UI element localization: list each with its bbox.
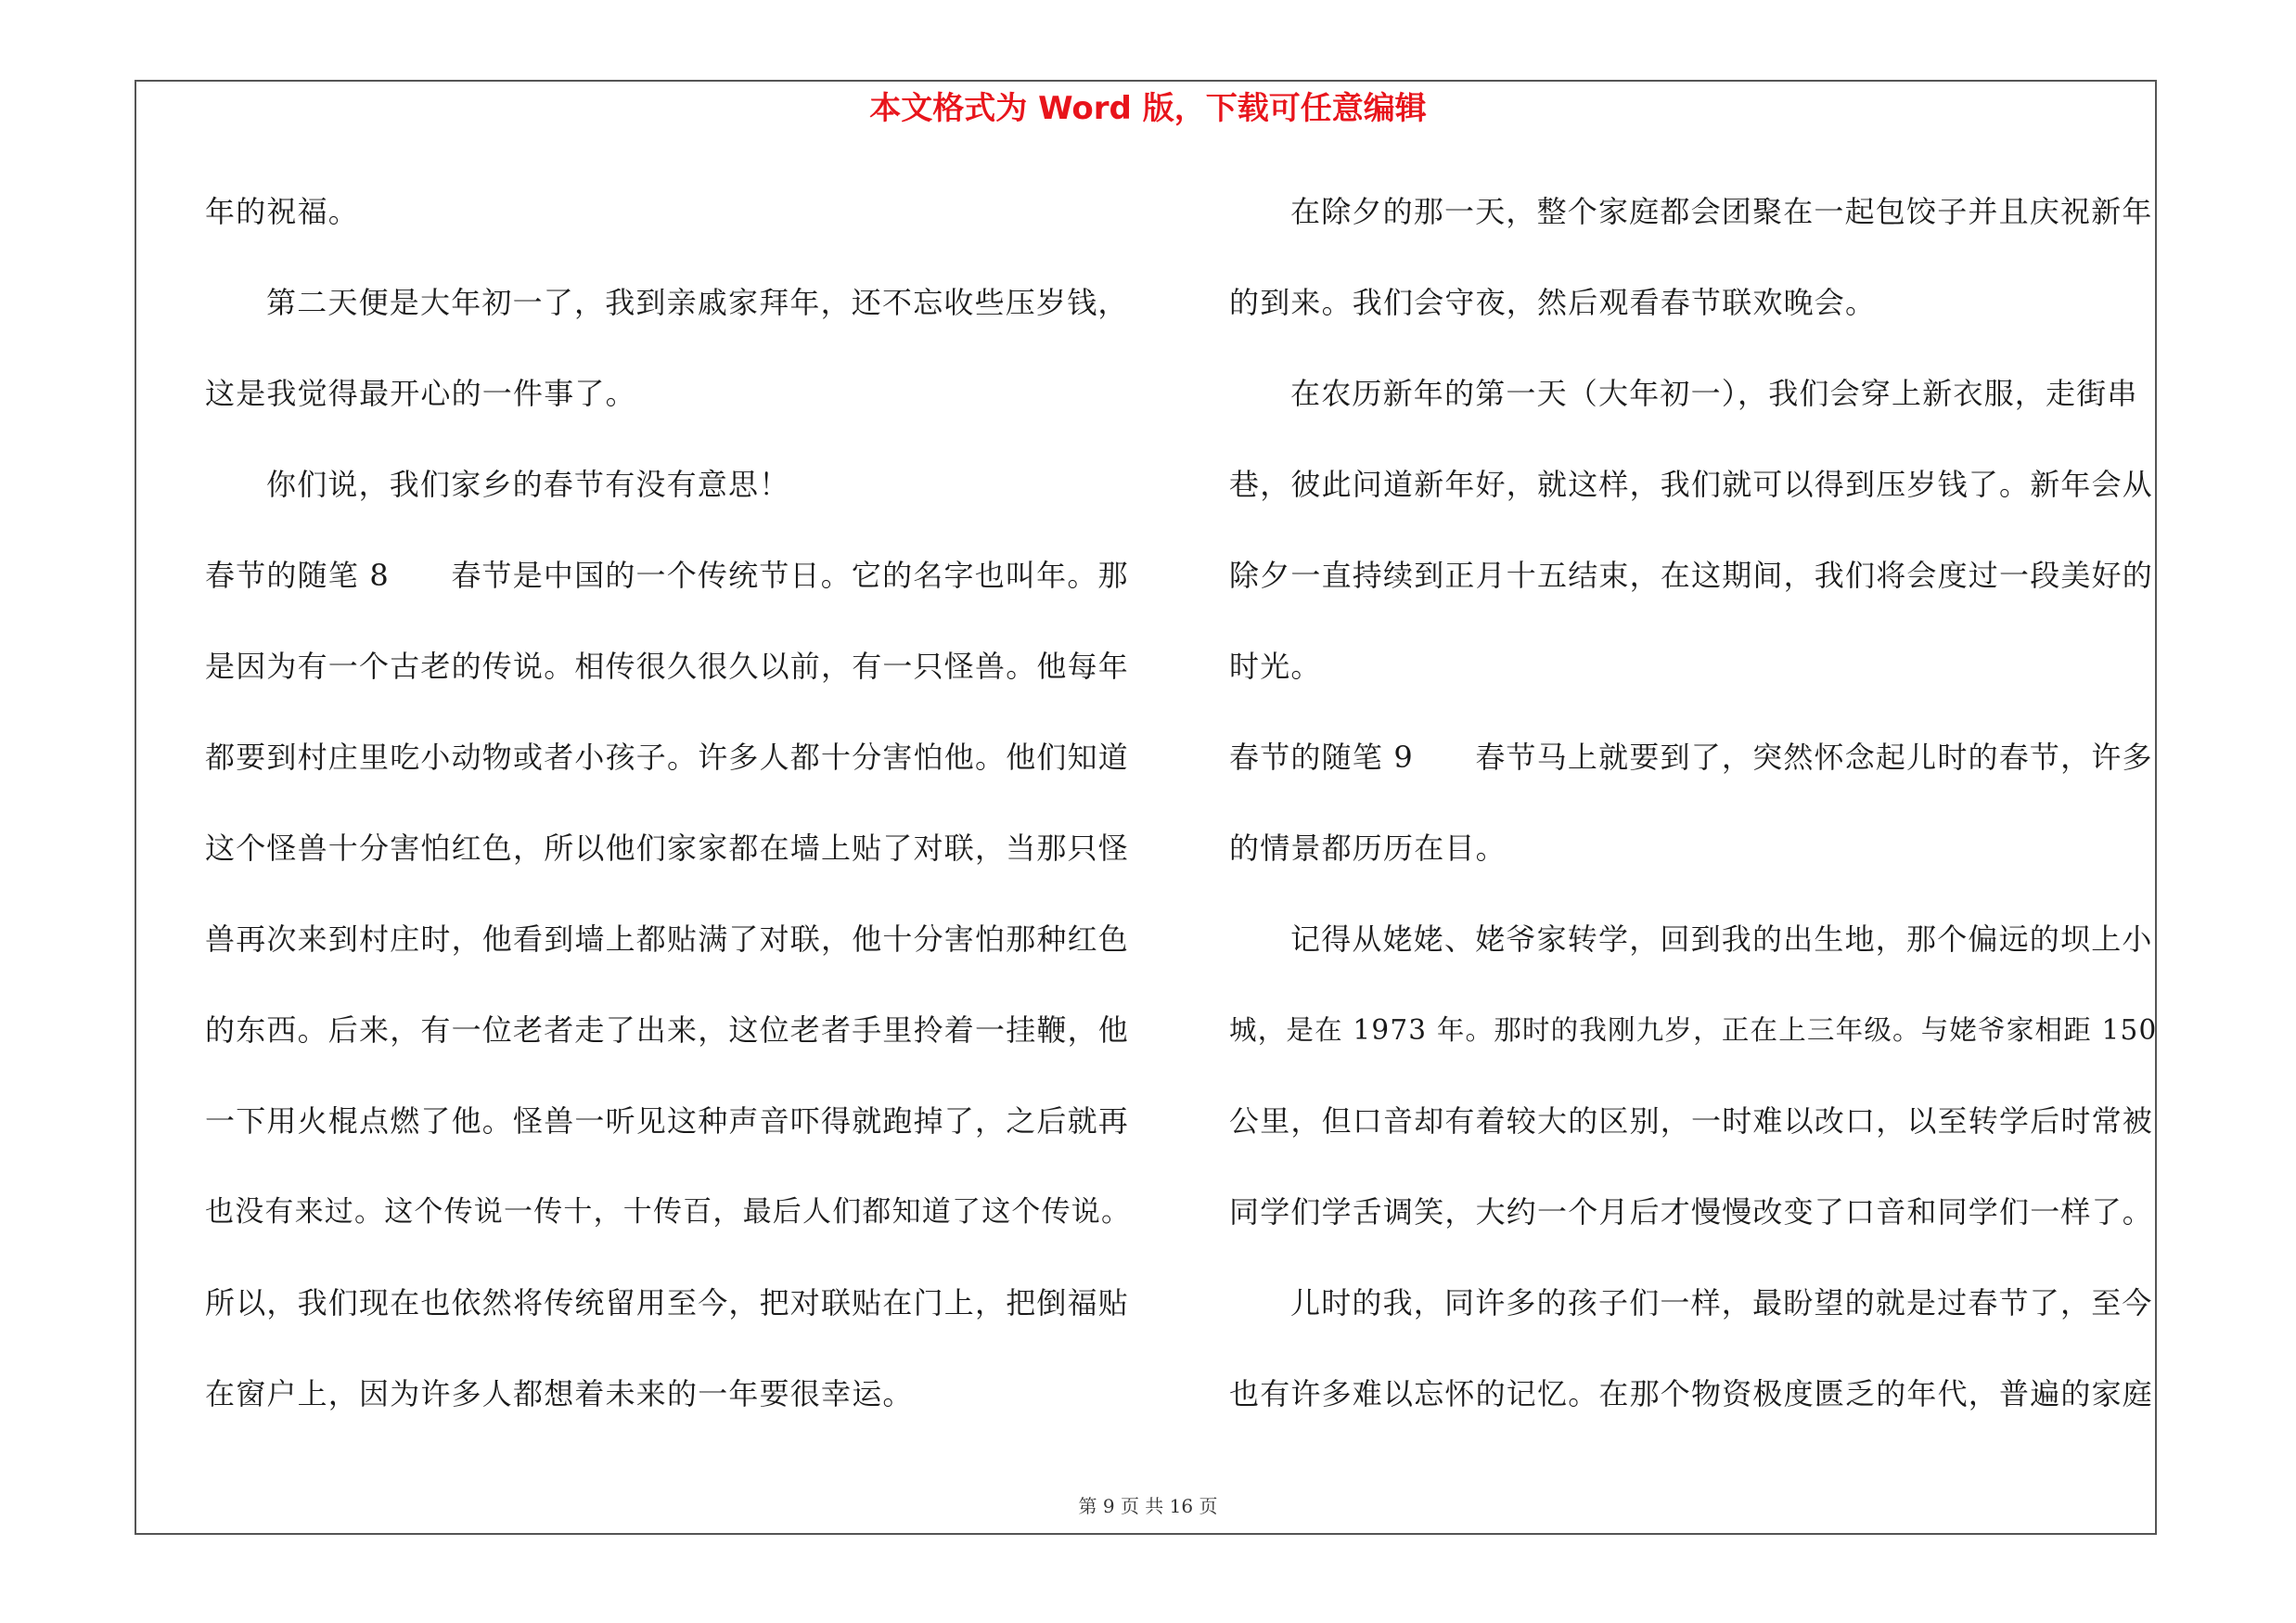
text-line: 时光。 — [1229, 649, 1322, 684]
text-line: 这是我觉得最开心的一件事了。 — [205, 376, 636, 411]
text-line: 记得从姥姥、姥爷家转学，回到我的出生地，那个偏远的坝上小 — [1290, 921, 2153, 957]
text-line: 在除夕的那一天，整个家庭都会团聚在一起包饺子并且庆祝新年 — [1290, 194, 2153, 229]
text-line: 也有许多难以忘怀的记忆。在那个物资极度匮乏的年代，普遍的家庭 — [1229, 1376, 2154, 1411]
text-line: 在农历新年的第一天（大年初一），我们会穿上新衣服，走街串 — [1290, 376, 2138, 411]
page-number: 第 9 页 共 16 页 — [1078, 1495, 1218, 1517]
right-column — [1229, 184, 2157, 1457]
text-line: 所以，我们现在也依然将传统留用至今，把对联贴在门上，把倒福贴 — [205, 1285, 1130, 1320]
text-line: 同学们学舌调笑，大约一个月后才慢慢改变了口音和同学们一样了。 — [1229, 1194, 2154, 1230]
text-line: 公里，但口音却有着较大的区别，一时难以改口，以至转学后时常被 — [1229, 1103, 2154, 1139]
text-line: 除夕一直持续到正月十五结束，在这期间，我们将会度过一段美好的 — [1229, 558, 2154, 593]
text-line: 巷，彼此问道新年好，就这样，我们就可以得到压岁钱了。新年会从 — [1229, 467, 2154, 502]
text-line: 在窗户上，因为许多人都想着未来的一年要很幸运。 — [205, 1376, 914, 1411]
text-line: 都要到村庄里吃小动物或者小孩子。许多人都十分害怕他。他们知道 — [205, 740, 1130, 775]
section-heading-line: 春节的随笔 9 春节马上就要到了，突然怀念起儿时的春节，许多 — [1229, 740, 2153, 775]
text-line: 一下用火棍点燃了他。怪兽一听见这种声音吓得就跑掉了，之后就再 — [205, 1103, 1130, 1139]
text-line: 儿时的我，同许多的孩子们一样，最盼望的就是过春节了，至今 — [1290, 1285, 2153, 1320]
text-line: 年的祝福。 — [205, 194, 360, 229]
text-line: 城，是在 1973 年。那时的我刚九岁，正在上三年级。与姥爷家相距 150 — [1229, 1014, 2158, 1046]
text-line: 第二天便是大年初一了，我到亲戚家拜年，还不忘收些压岁钱， — [266, 285, 1129, 320]
text-line: 你们说，我们家乡的春节有没有意思！ — [266, 467, 790, 502]
left-column — [205, 184, 1133, 1457]
document-header: 本文格式为 Word 版，下载可任意编辑 — [869, 90, 1427, 127]
text-line: 的到来。我们会守夜，然后观看春节联欢晚会。 — [1229, 285, 1877, 320]
text-line: 是因为有一个古老的传说。相传很久很久以前，有一只怪兽。他每年 — [205, 649, 1130, 684]
text-line: 兽再次来到村庄时，他看到墙上都贴满了对联，他十分害怕那种红色 — [205, 921, 1130, 957]
text-line: 也没有来过。这个传说一传十，十传百，最后人们都知道了这个传说。 — [205, 1195, 1132, 1229]
text-line: 这个怪兽十分害怕红色，所以他们家家都在墙上贴了对联，当那只怪 — [205, 831, 1130, 866]
text-line: 的东西。后来，有一位老者走了出来，这位老者手里拎着一挂鞭，他 — [205, 1012, 1130, 1048]
section-heading-line: 春节的随笔 8 春节是中国的一个传统节日。它的名字也叫年。那 — [205, 558, 1129, 593]
text-line: 的情景都历历在目。 — [1229, 831, 1507, 866]
